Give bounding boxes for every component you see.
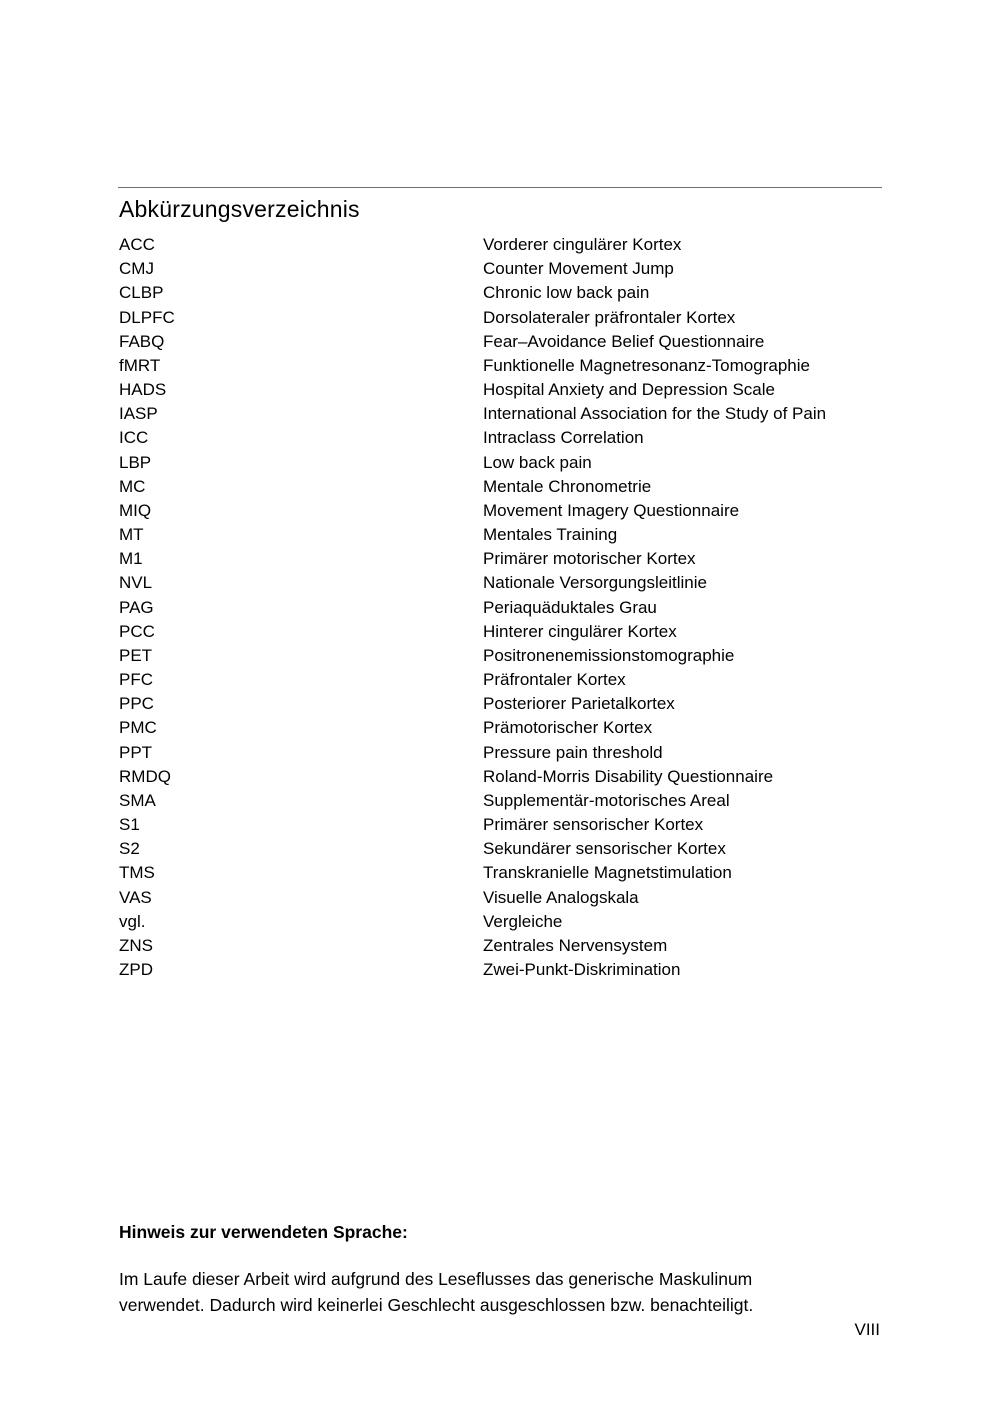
abbreviation-row (119, 233, 882, 257)
abbreviation-term: ICC (119, 428, 149, 448)
abbreviation-term: FABQ (119, 331, 165, 351)
abbreviation-term: PAG (119, 597, 154, 617)
language-note-line: Im Laufe dieser Arbeit wird aufgrund des Leseflusses das generische Maskulinum (119, 1269, 753, 1289)
abbreviation-definition: Counter Movement Jump (483, 259, 674, 279)
abbreviation-term: M1 (119, 549, 143, 569)
abbreviation-definition: Low back pain (483, 452, 592, 472)
abbreviation-row (119, 596, 882, 620)
abbreviation-definition: Vorderer cingulärer Kortex (483, 235, 682, 254)
abbreviation-row (119, 692, 882, 716)
abbreviation-row (119, 571, 882, 595)
abbreviation-row (119, 861, 882, 885)
abbreviation-row (119, 378, 882, 402)
abbreviation-row (119, 958, 882, 982)
header-rule (118, 187, 882, 188)
abbreviation-row (119, 281, 882, 305)
abbreviation-row (119, 499, 882, 523)
abbreviation-term: CMJ (119, 259, 154, 279)
language-note-line: verwendet. Dadurch wird keinerlei Geschlecht ausgeschlossen bzw. benachteiligt. (119, 1295, 754, 1315)
abbreviation-definition: Periaquäduktales Grau (483, 597, 657, 617)
abbreviation-term: HADS (119, 380, 167, 400)
abbreviation-term: ZNS (119, 935, 153, 955)
abbreviation-term: SMA (119, 790, 156, 810)
abbreviation-row (119, 837, 882, 861)
abbreviation-term: ACC (119, 235, 155, 254)
abbreviation-definition: Primärer motorischer Kortex (483, 549, 696, 569)
abbreviation-row (119, 813, 882, 837)
abbreviation-term: NVL (119, 573, 153, 593)
abbreviation-term: DLPFC (119, 307, 175, 327)
abbreviation-definition: Vergleiche (483, 911, 563, 931)
abbreviation-definition: Mentales Training (483, 525, 618, 545)
abbreviation-row (119, 716, 882, 740)
abbreviation-row (119, 741, 882, 765)
abbreviation-definition: Sekundärer sensorischer Kortex (483, 839, 726, 859)
abbreviation-definition: Präfrontaler Kortex (483, 670, 626, 690)
abbreviation-definition: International Association for the Study of Pain (483, 404, 827, 424)
abbreviation-row (119, 257, 882, 281)
abbreviation-definition: Fear–Avoidance Belief Questionnaire (483, 331, 765, 351)
abbreviation-definition: Dorsolateraler präfrontaler Kortex (483, 307, 736, 327)
abbreviation-term: PPT (119, 742, 153, 762)
abbreviation-row (119, 547, 882, 571)
abbreviation-definition: Visuelle Analogskala (483, 887, 639, 907)
abbreviation-term: PPC (119, 694, 154, 714)
abbreviation-row (119, 934, 882, 958)
abbreviation-term: MT (119, 525, 144, 545)
abbreviation-row (119, 475, 882, 499)
abbreviation-term: IASP (119, 404, 158, 424)
abbreviation-definition: Chronic low back pain (483, 283, 650, 303)
abbreviation-term: LBP (119, 452, 152, 472)
abbreviation-row (119, 306, 882, 330)
abbreviation-term: S2 (119, 839, 140, 859)
abbreviation-term: TMS (119, 863, 155, 883)
abbreviation-row (119, 620, 882, 644)
abbreviation-list (119, 233, 882, 982)
abbreviation-row (119, 523, 882, 547)
abbreviation-definition: Pressure pain threshold (483, 742, 663, 762)
abbreviation-definition: Hinterer cingulärer Kortex (483, 621, 677, 641)
abbreviation-row (119, 354, 882, 378)
abbreviation-term: PET (119, 645, 153, 665)
abbreviation-row (119, 886, 882, 910)
abbreviation-term: ZPD (119, 960, 153, 980)
page-title: Abkürzungsverzeichnis (119, 196, 360, 222)
abbreviation-definition: Roland-Morris Disability Questionnaire (483, 766, 774, 786)
abbreviation-row (119, 668, 882, 692)
abbreviation-definition: Positronenemissionstomographie (483, 645, 735, 665)
abbreviation-term: PCC (119, 621, 155, 641)
abbreviation-row (119, 402, 882, 426)
abbreviation-term: PFC (119, 670, 153, 690)
abbreviation-definition: Funktionelle Magnetresonanz-Tomographie (483, 355, 810, 375)
abbreviation-definition: Primärer sensorischer Kortex (483, 815, 704, 835)
abbreviation-row (119, 451, 882, 475)
abbreviation-row (119, 644, 882, 668)
abbreviation-definition: Zentrales Nervensystem (483, 935, 668, 955)
abbreviation-definition: Posteriorer Parietalkortex (483, 694, 675, 714)
language-note-heading: Hinweis zur verwendeten Sprache: (119, 1222, 408, 1242)
abbreviation-row (119, 910, 882, 934)
abbreviation-definition: Mentale Chronometrie (483, 476, 652, 496)
abbreviation-definition: Nationale Versorgungsleitlinie (483, 573, 707, 593)
abbreviation-definition: Hospital Anxiety and Depression Scale (483, 380, 775, 400)
abbreviation-row (119, 789, 882, 813)
abbreviation-term: MIQ (119, 500, 152, 520)
abbreviation-definition: Transkranielle Magnetstimulation (483, 863, 732, 883)
abbreviation-term: CLBP (119, 283, 164, 303)
abbreviation-row (119, 330, 882, 354)
language-note-body (119, 1266, 879, 1318)
page-number: VIII (854, 1320, 880, 1339)
abbreviation-term: PMC (119, 718, 157, 738)
abbreviation-definition: Movement Imagery Questionnaire (483, 500, 740, 520)
abbreviation-definition: Intraclass Correlation (483, 428, 644, 448)
abbreviation-term: fMRT (119, 355, 161, 375)
abbreviation-term: vgl. (119, 911, 146, 931)
abbreviation-term: S1 (119, 815, 140, 835)
abbreviation-definition: Supplementär-motorisches Areal (483, 790, 730, 810)
abbreviation-definition: Zwei-Punkt-Diskrimination (483, 960, 681, 980)
abbreviation-row (119, 426, 882, 450)
abbreviation-definition: Prämotorischer Kortex (483, 718, 653, 738)
abbreviation-term: VAS (119, 887, 152, 907)
abbreviation-row (119, 765, 882, 789)
abbreviation-term: RMDQ (119, 766, 171, 786)
abbreviation-term: MC (119, 476, 146, 496)
